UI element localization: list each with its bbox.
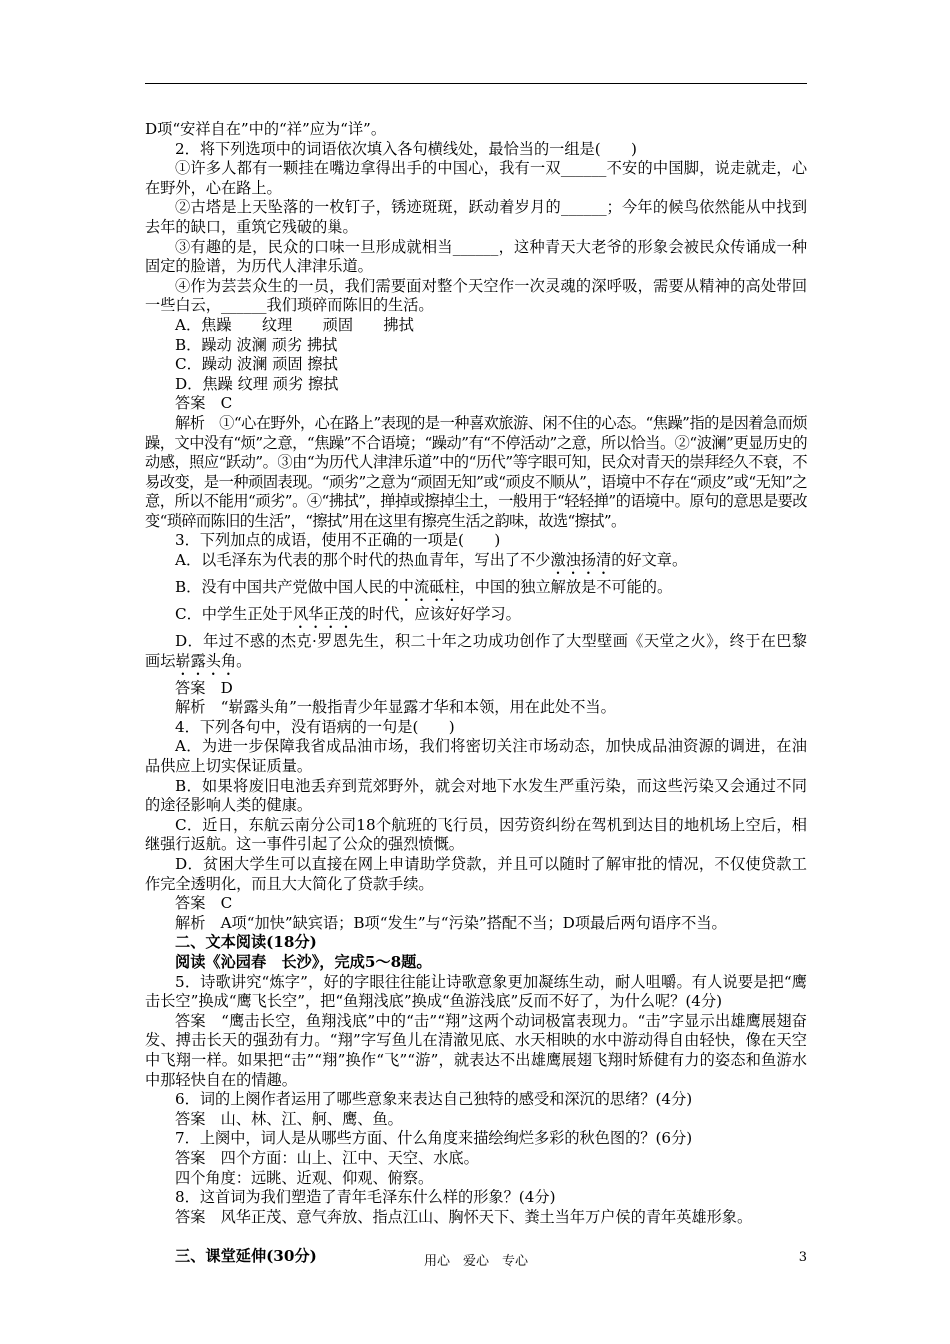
- question-7: 7．上阕中，词人是从哪些方面、什么角度来描绘绚烂多彩的秋色图的？(6分): [175, 1129, 693, 1148]
- question-5: 5．诗歌讲究“炼字”，好的字眼往往能让诗歌意象更加凝练生动，耐人咀嚼。有人说要是把“鹰击长空”换成“鹰飞长空”，把“鱼翔浅底”换成“鱼游浅底”反而不好了，为什么呢？(4分): [145, 972, 807, 1011]
- question-8: 8．这首词为我们塑造了青年毛泽东什么样的形象？(4分): [175, 1188, 556, 1207]
- option-d: D．焦躁 纹理 顽劣 擦拭: [175, 374, 339, 393]
- question-2: 2．将下列选项中的词语依次填入各句横线处，最恰当的一组是( ): [175, 139, 637, 158]
- section-heading-2: 二、文本阅读(18分): [175, 933, 317, 952]
- question-3: 3．下列加点的成语，使用不正确的一项是( ): [175, 531, 501, 550]
- answer-6: 答案 山、林、江、舸、鹰、鱼。: [175, 1109, 403, 1128]
- answer-3: 答案 D: [175, 678, 233, 697]
- q4-option-d: D．贫困大学生可以直接在网上申请助学贷款，并且可以随时了解审批的情况，不仅使贷款工作完全透明化，而且大大简化了贷款手续。: [145, 855, 807, 893]
- answer-2: 答案 C: [175, 394, 233, 413]
- dotted-idiom: 激浊扬清: [550, 551, 612, 570]
- answer-8: 答案 风华正茂、意气奔放、指点江山、胸怀天下、粪土当年万户侯的青年英雄形象。: [175, 1207, 753, 1226]
- option-a: A．焦躁 纹理 顽固 拂拭: [175, 315, 414, 334]
- blank-line: [145, 1227, 807, 1247]
- sentence-2: ②古塔是上天坠落的一枚钉子，锈迹斑斑，跃动着岁月的______；今年的候鸟依然能从中找到去年的缺口，重筑它残破的巢。: [145, 198, 807, 236]
- sentence-4: ④作为芸芸众生的一员，我们需要面对整个天空作一次灵魂的深呼吸，需要从精神的高处带回一些白云，______我们琐碎而陈旧的生活。: [145, 276, 807, 315]
- dotted-idiom: 风华正茂: [292, 605, 354, 624]
- q4-option-a: A．为进一步保障我省成品油市场，我们将密切关注市场动态，加快成品油资源的调进，在油品供应上切实保证质量。: [145, 737, 807, 776]
- q3-option-b: B．没有中国共产党做中国人民的中流砥柱，中国的独立解放是不可能的。: [175, 578, 673, 597]
- analysis-4: 解析 A项“加快”缺宾语；B项“发生”与“污染”搭配不当；D项最后两句语序不当。: [175, 913, 727, 932]
- document-body: [145, 120, 807, 1266]
- q3-option-d: D．年过不惑的杰克·罗恩先生，积二十年之功成功创作了大型壁画《天堂之火》，终于在巴黎画坛崭露头角。: [145, 632, 807, 670]
- dotted-idiom: 中流砥柱: [398, 578, 460, 597]
- sentence-1: ①许多人都有一颗挂在嘴边拿得出手的中国心，我有一双______不安的中国脚，说走就走，心在野外，心在路上。: [145, 159, 807, 197]
- sentence-3: ③有趣的是，民众的口味一旦形成就相当______，这种青天大老爷的形象会被民众传诵成一种固定的脸谱，为历代人津津乐道。: [145, 237, 807, 276]
- page-number: 3: [798, 1250, 807, 1265]
- dotted-idiom: 崭露头角: [175, 651, 237, 670]
- q3-option-a: A．以毛泽东为代表的那个时代的热血青年，写出了不少激浊扬清的好文章。: [175, 551, 688, 570]
- q4-option-c: C．近日，东航云南分公司18个航班的飞行员，因劳资纠纷在驾机到达目的地机场上空后，相继强行返航。这一事件引起了公众的强烈愤慨。: [145, 815, 807, 854]
- reading-instruction: 阅读《沁园春 长沙》，完成5～8题。: [175, 952, 432, 971]
- answer-fix-line: D项“安祥自在”中的“祥”应为“详”。: [145, 120, 387, 138]
- section-heading-3: 三、课堂延伸(30分): [175, 1246, 317, 1265]
- footer-motto: 用心 爱心 专心: [423, 1254, 528, 1269]
- analysis-3: 解析 “崭露头角”一般指青少年显露才华和本领，用在此处不当。: [175, 698, 616, 717]
- question-6: 6．词的上阕作者运用了哪些意象来表达自己独特的感受和深沉的思绪？(4分): [175, 1090, 693, 1109]
- answer-7: 答案 四个方面：山上、江中、天空、水底。: [175, 1148, 479, 1167]
- answer-7-cont: 四个角度：远眺、近观、仰观、俯察。: [175, 1168, 434, 1187]
- q3-option-c: C．中学生正处于风华正茂的时代，应该好好学习。: [175, 605, 521, 624]
- option-b: B．躁动 波澜 顽劣 拂拭: [175, 335, 338, 354]
- analysis-2: 解析 ①“心在野外，心在路上”表现的是一种喜欢旅游、闲不住的心态。“焦躁”指的是因着急而烦躁，文中没有“烦”之意，“焦躁”不合语境；“躁动”有“不停活动”之意，所以恰当。②“波澜”更显历史的动感，照应“跃动”。③由“为历代人津津乐道”中的“历代”等字眼可知，民众对青天的崇拜经久不衰，不易改变，是一种顽固表现。“顽劣”之意为“顽固无知”或“顽皮不顺从”，语境中不存在“顽皮”或“无知”之意，所以不能用“顽劣”。④“拂拭”，掸掉或擦掉尘土，一般用于“轻轻掸”的语境中。原句的意思是要改变“琐碎而陈旧的生活”，“擦拭”用在这里有擦亮生活之韵味，故选“擦拭”。: [145, 413, 807, 530]
- q4-option-b: B．如果将废旧电池丢弃到荒郊野外，就会对地下水发生严重污染，而这些污染又会通过不同的途径影响人类的健康。: [145, 776, 807, 815]
- option-c: C．躁动 波澜 顽固 擦拭: [175, 355, 338, 374]
- header-rule: [145, 83, 807, 84]
- answer-5: 答案 “鹰击长空，鱼翔浅底”中的“击”“翔”这两个动词极富表现力。“击”字显示出雄鹰展翅奋发、搏击长天的强劲有力。“翔”字写鱼儿在清澈见底、水天相映的水中游动得自由轻快，像在天空中飞翔一样。如果把“击”“翔”换作“飞”“游”，就表达不出雄鹰展翅飞翔时矫健有力的姿态和鱼游水中那轻快自在的情趣。: [145, 1011, 807, 1089]
- answer-4: 答案 C: [175, 894, 233, 913]
- question-4: 4．下列各句中，没有语病的一句是( ): [175, 717, 455, 736]
